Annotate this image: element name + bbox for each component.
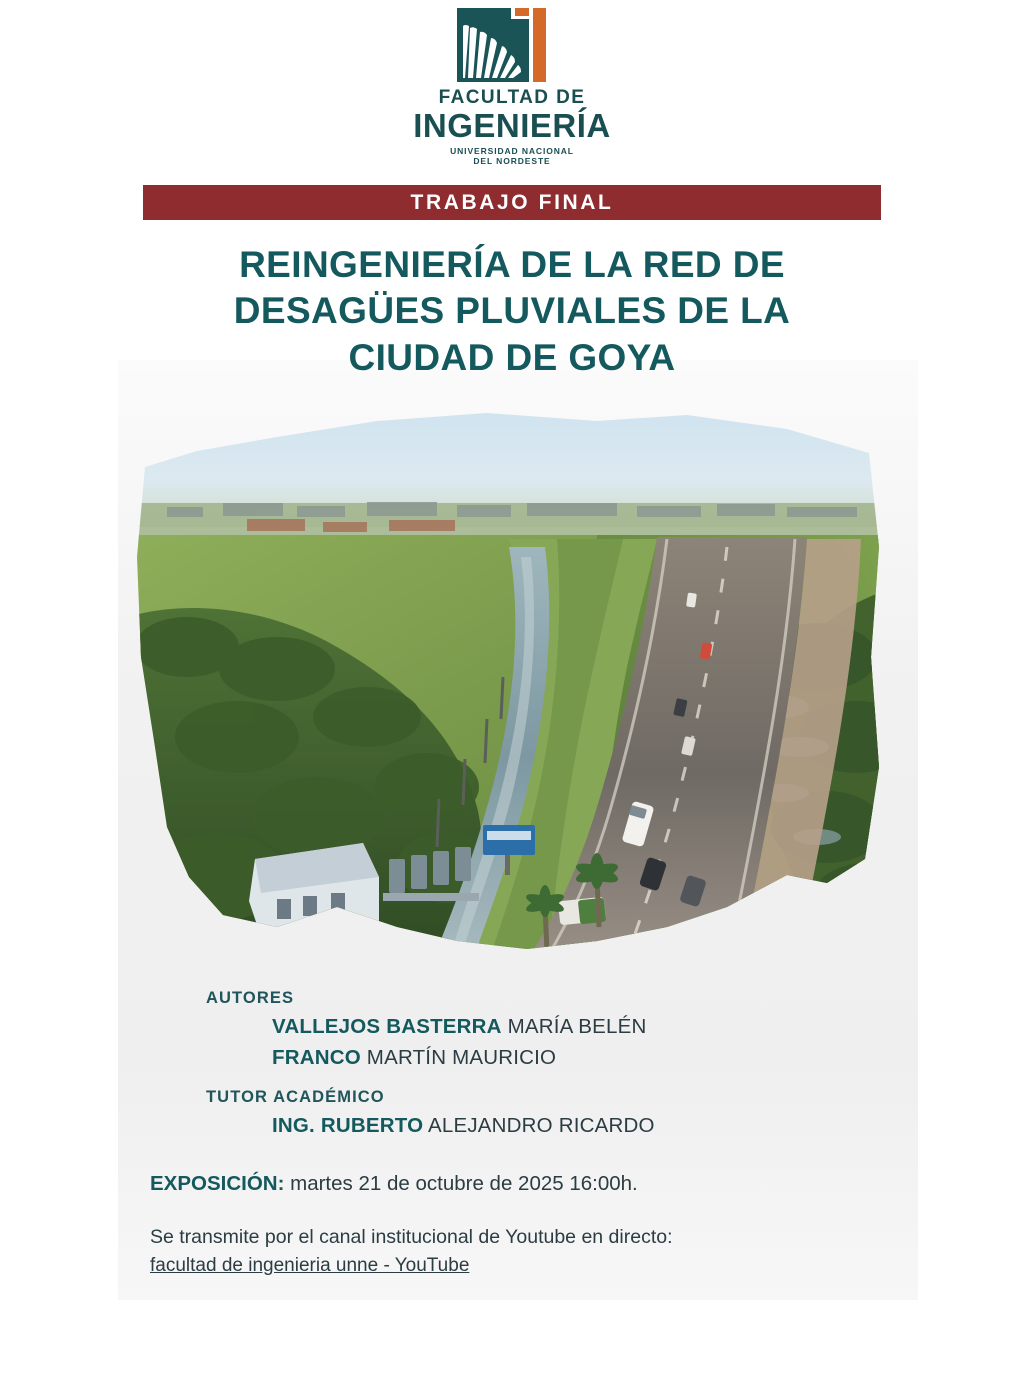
ribbon-label: TRABAJO FINAL (410, 190, 614, 214)
logo-university-line2: DEL NORDESTE (473, 155, 551, 166)
author-given: MARTÍN MAURICIO (366, 1045, 557, 1069)
logo-faculty-text: FACULTAD DE (438, 87, 586, 108)
page-title (132, 242, 892, 381)
tutor-surname: ING. RUBERTO (272, 1113, 424, 1137)
ribbon-banner (143, 185, 881, 220)
author-surname: FRANCO (272, 1045, 361, 1069)
logo-school-text: INGENIERÍA (413, 107, 611, 144)
youtube-channel-link[interactable]: facultad de ingenieria unne - YouTube (150, 1254, 470, 1276)
title-line-3: CIUDAD DE GOYA (348, 336, 676, 378)
logo-university-line1: UNIVERSIDAD NACIONAL (450, 146, 574, 156)
authors-label: AUTORES (206, 988, 295, 1007)
tutor-given: ALEJANDRO RICARDO (428, 1113, 655, 1137)
exposition-row (0, 1172, 1024, 1196)
title-line-1: REINGENIERÍA DE LA RED DE (239, 244, 785, 285)
exposition-label: EXPOSICIÓN: (150, 1171, 285, 1195)
author-row (272, 1015, 1024, 1039)
title-line-2: DESAGÜES PLUVIALES DE LA (233, 290, 791, 332)
tutor-row (272, 1114, 1024, 1138)
streaming-text: Se transmite por el canal institucional de Youtube en directo: (150, 1225, 673, 1248)
author-row (272, 1046, 1024, 1070)
unne-engineering-logo-icon (451, 6, 573, 84)
exposition-value: martes 21 de octubre de 2025 16:00h. (290, 1171, 638, 1195)
tutor-label: TUTOR ACADÉMICO (206, 1087, 385, 1106)
streaming-block (0, 1226, 1024, 1277)
credits-block (0, 989, 1024, 1138)
logo-block (0, 0, 1024, 165)
author-surname: VALLEJOS BASTERRA (272, 1014, 502, 1038)
author-given: MARÍA BELÉN (507, 1014, 647, 1038)
aerial-photo-drainage-canal (127, 407, 897, 967)
